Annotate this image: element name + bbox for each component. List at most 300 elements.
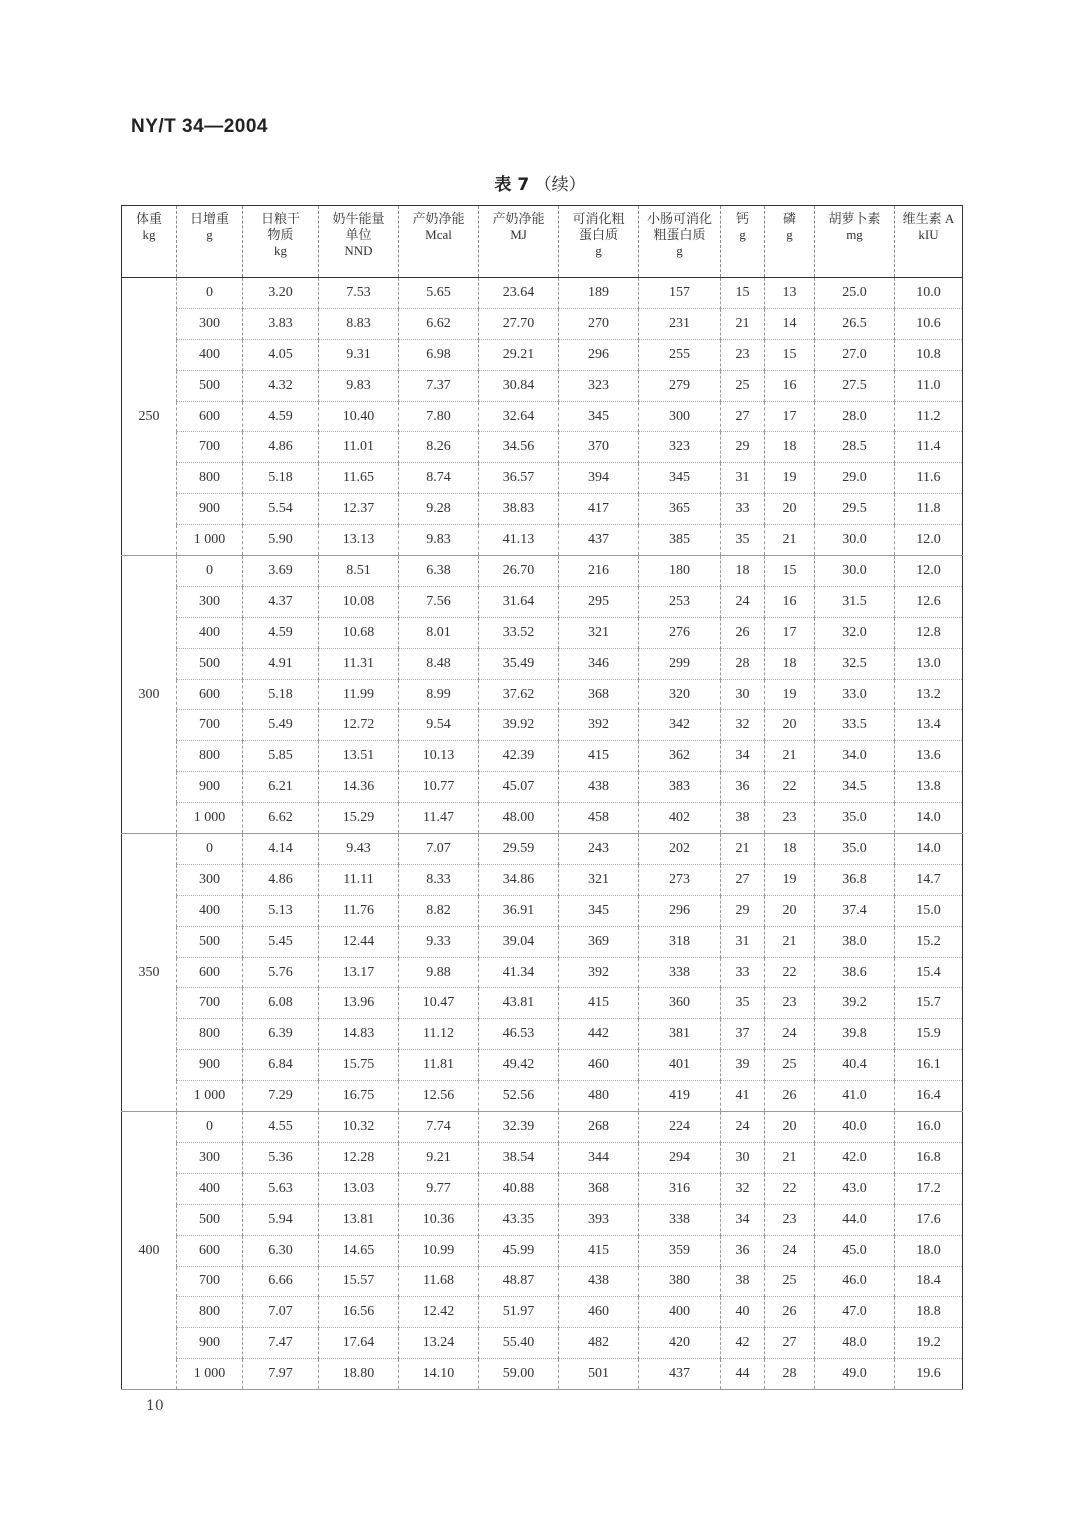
table-cell: 26.70 <box>479 556 559 587</box>
table-cell: 458 <box>559 803 639 834</box>
table-cell: 42.0 <box>815 1142 895 1173</box>
table-cell: 392 <box>559 710 639 741</box>
table-cell: 35 <box>721 988 765 1019</box>
table-cell: 55.40 <box>479 1328 559 1359</box>
table-cell: 9.88 <box>399 957 479 988</box>
table-cell: 11.8 <box>895 494 963 525</box>
table-cell: 32.39 <box>479 1112 559 1143</box>
table-cell: 11.0 <box>895 370 963 401</box>
table-cell: 345 <box>559 401 639 432</box>
table-cell: 10.13 <box>399 741 479 772</box>
table-cell: 43.0 <box>815 1173 895 1204</box>
table-cell: 500 <box>177 926 243 957</box>
table-cell: 12.42 <box>399 1297 479 1328</box>
table-cell: 460 <box>559 1297 639 1328</box>
column-header-line: 维生素 A <box>902 211 955 226</box>
column-header-line: kg <box>142 227 156 242</box>
column-header <box>765 206 815 278</box>
table-cell: 27.70 <box>479 308 559 339</box>
table-cell: 40.4 <box>815 1050 895 1081</box>
table-cell: 7.74 <box>399 1112 479 1143</box>
table-cell: 180 <box>639 556 721 587</box>
table-cell: 31 <box>721 926 765 957</box>
table-cell: 11.01 <box>319 432 399 463</box>
table-cell: 345 <box>639 463 721 494</box>
table-cell: 38.6 <box>815 957 895 988</box>
table-cell: 365 <box>639 494 721 525</box>
column-header-line: g <box>676 243 683 258</box>
table-cell: 14.7 <box>895 864 963 895</box>
table-cell: 13.2 <box>895 679 963 710</box>
table-cell: 41.0 <box>815 1081 895 1112</box>
table-cell: 13.81 <box>319 1204 399 1235</box>
table-cell: 415 <box>559 988 639 1019</box>
table-cell: 39.8 <box>815 1019 895 1050</box>
table-cell: 35.49 <box>479 648 559 679</box>
table-cell: 19 <box>765 679 815 710</box>
table-cell: 38.83 <box>479 494 559 525</box>
table-cell: 900 <box>177 772 243 803</box>
table-cell: 16.4 <box>895 1081 963 1112</box>
table-cell: 419 <box>639 1081 721 1112</box>
table-cell: 16.56 <box>319 1297 399 1328</box>
table-cell: 5.65 <box>399 278 479 309</box>
table-cell: 1 000 <box>177 525 243 556</box>
table-row <box>122 679 963 710</box>
table-cell: 30.84 <box>479 370 559 401</box>
table-cell: 5.45 <box>243 926 319 957</box>
table-cell: 13 <box>765 278 815 309</box>
table-cell: 321 <box>559 864 639 895</box>
table-cell: 29 <box>721 895 765 926</box>
table-cell: 28.0 <box>815 401 895 432</box>
table-row <box>122 1112 963 1143</box>
table-cell: 37 <box>721 1019 765 1050</box>
table-cell: 11.31 <box>319 648 399 679</box>
table-header-row <box>122 206 963 278</box>
table-cell: 299 <box>639 648 721 679</box>
table-cell: 29.0 <box>815 463 895 494</box>
table-cell: 400 <box>177 617 243 648</box>
table-cell: 21 <box>765 1142 815 1173</box>
table-cell: 17.6 <box>895 1204 963 1235</box>
table-cell: 600 <box>177 679 243 710</box>
table-cell: 700 <box>177 432 243 463</box>
table-cell: 38.0 <box>815 926 895 957</box>
table-cell: 32.0 <box>815 617 895 648</box>
table-cell: 6.98 <box>399 339 479 370</box>
table-cell: 7.07 <box>243 1297 319 1328</box>
table-cell: 12.37 <box>319 494 399 525</box>
table-row <box>122 1359 963 1390</box>
table-cell: 320 <box>639 679 721 710</box>
table-cell: 23 <box>765 988 815 1019</box>
table-cell: 29.59 <box>479 834 559 865</box>
table-cell: 35 <box>721 525 765 556</box>
table-cell: 1 000 <box>177 803 243 834</box>
table-cell: 45.07 <box>479 772 559 803</box>
table-cell: 15.0 <box>895 895 963 926</box>
table-cell: 243 <box>559 834 639 865</box>
table-row <box>122 895 963 926</box>
table-cell: 21 <box>721 308 765 339</box>
table-cell: 438 <box>559 772 639 803</box>
table-cell: 14.36 <box>319 772 399 803</box>
table-cell: 12.28 <box>319 1142 399 1173</box>
table-cell: 13.6 <box>895 741 963 772</box>
table-cell: 15.4 <box>895 957 963 988</box>
table-cell: 13.0 <box>895 648 963 679</box>
table-cell: 15 <box>765 339 815 370</box>
table-cell: 5.94 <box>243 1204 319 1235</box>
column-header-line: 物质 <box>267 227 294 242</box>
table-cell: 9.83 <box>319 370 399 401</box>
table-cell: 369 <box>559 926 639 957</box>
table-cell: 35.0 <box>815 834 895 865</box>
table-cell: 15.7 <box>895 988 963 1019</box>
table-cell: 20 <box>765 895 815 926</box>
table-cell: 273 <box>639 864 721 895</box>
table-cell: 10.99 <box>399 1235 479 1266</box>
column-header-line: Mcal <box>425 227 452 242</box>
table-cell: 31 <box>721 463 765 494</box>
table-cell: 19 <box>765 864 815 895</box>
table-cell: 33.52 <box>479 617 559 648</box>
table-cell: 13.96 <box>319 988 399 1019</box>
table-cell: 10.6 <box>895 308 963 339</box>
table-cell: 41.34 <box>479 957 559 988</box>
table-cell: 23 <box>765 803 815 834</box>
table-cell: 6.21 <box>243 772 319 803</box>
table-cell: 8.01 <box>399 617 479 648</box>
table-cell: 8.82 <box>399 895 479 926</box>
table-row <box>122 1204 963 1235</box>
table-cell: 9.43 <box>319 834 399 865</box>
column-header-line: 磷 <box>782 211 796 226</box>
table-cell: 39.04 <box>479 926 559 957</box>
table-cell: 4.05 <box>243 339 319 370</box>
standard-code: NY/T 34—2004 <box>131 116 268 137</box>
table-cell: 4.55 <box>243 1112 319 1143</box>
column-header-line: MJ <box>510 227 527 242</box>
column-header <box>721 206 765 278</box>
table-cell: 49.0 <box>815 1359 895 1390</box>
table-cell: 26 <box>721 617 765 648</box>
nutrient-table <box>121 205 963 1390</box>
column-header-line: NND <box>344 243 373 258</box>
table-cell: 28 <box>721 648 765 679</box>
table-cell: 41 <box>721 1081 765 1112</box>
table-cell: 49.42 <box>479 1050 559 1081</box>
table-cell: 216 <box>559 556 639 587</box>
column-header-line: 体重 <box>135 211 162 226</box>
table-cell: 6.66 <box>243 1266 319 1297</box>
column-header-line: g <box>739 227 746 242</box>
table-cell: 48.00 <box>479 803 559 834</box>
table-cell: 24 <box>765 1235 815 1266</box>
table-cell: 12.0 <box>895 525 963 556</box>
table-cell: 359 <box>639 1235 721 1266</box>
table-cell: 15.57 <box>319 1266 399 1297</box>
table-cell: 4.86 <box>243 864 319 895</box>
table-cell: 40 <box>721 1297 765 1328</box>
table-row <box>122 525 963 556</box>
table-cell: 3.20 <box>243 278 319 309</box>
table-cell: 25 <box>765 1050 815 1081</box>
table-cell: 13.03 <box>319 1173 399 1204</box>
table-cell: 7.80 <box>399 401 479 432</box>
table-cell: 13.4 <box>895 710 963 741</box>
table-cell: 22 <box>765 772 815 803</box>
table-cell: 385 <box>639 525 721 556</box>
column-header-line: 可消化粗 <box>572 211 625 226</box>
table-cell: 11.65 <box>319 463 399 494</box>
table-cell: 11.47 <box>399 803 479 834</box>
table-cell: 14.83 <box>319 1019 399 1050</box>
table-cell: 40.0 <box>815 1112 895 1143</box>
column-header <box>243 206 319 278</box>
table-cell: 255 <box>639 339 721 370</box>
table-cell: 25 <box>765 1266 815 1297</box>
table-cell: 11.99 <box>319 679 399 710</box>
table-cell: 296 <box>639 895 721 926</box>
table-cell: 29.5 <box>815 494 895 525</box>
table-cell: 27 <box>721 401 765 432</box>
table-cell: 342 <box>639 710 721 741</box>
table-cell: 32 <box>721 710 765 741</box>
table-cell: 323 <box>559 370 639 401</box>
table-cell: 800 <box>177 741 243 772</box>
table-cell: 32.64 <box>479 401 559 432</box>
table-cell: 8.51 <box>319 556 399 587</box>
table-cell: 18 <box>765 834 815 865</box>
table-cell: 6.39 <box>243 1019 319 1050</box>
column-header-line: g <box>786 227 793 242</box>
table-cell: 4.91 <box>243 648 319 679</box>
table-row <box>122 1297 963 1328</box>
body-weight-cell: 250 <box>122 278 177 556</box>
table-cell: 362 <box>639 741 721 772</box>
table-cell: 5.49 <box>243 710 319 741</box>
table-cell: 438 <box>559 1266 639 1297</box>
table-cell: 36.57 <box>479 463 559 494</box>
table-caption-note: （续） <box>534 175 586 195</box>
table-cell: 12.8 <box>895 617 963 648</box>
table-cell: 394 <box>559 463 639 494</box>
table-cell: 43.35 <box>479 1204 559 1235</box>
table-cell: 36.91 <box>479 895 559 926</box>
table-cell: 268 <box>559 1112 639 1143</box>
table-cell: 437 <box>559 525 639 556</box>
table-cell: 5.18 <box>243 463 319 494</box>
column-header-line: g <box>595 243 602 258</box>
table-cell: 8.26 <box>399 432 479 463</box>
table-cell: 23.64 <box>479 278 559 309</box>
table-cell: 318 <box>639 926 721 957</box>
body-weight-cell: 400 <box>122 1112 177 1390</box>
table-cell: 13.13 <box>319 525 399 556</box>
table-cell: 15.9 <box>895 1019 963 1050</box>
table-cell: 6.62 <box>243 803 319 834</box>
table-cell: 30 <box>721 1142 765 1173</box>
table-cell: 9.54 <box>399 710 479 741</box>
table-cell: 370 <box>559 432 639 463</box>
table-cell: 700 <box>177 988 243 1019</box>
table-cell: 8.83 <box>319 308 399 339</box>
table-row <box>122 1173 963 1204</box>
table-cell: 11.68 <box>399 1266 479 1297</box>
table-cell: 442 <box>559 1019 639 1050</box>
column-header <box>177 206 243 278</box>
table-cell: 420 <box>639 1328 721 1359</box>
table-cell: 22 <box>765 1173 815 1204</box>
table-cell: 16.8 <box>895 1142 963 1173</box>
table-cell: 368 <box>559 1173 639 1204</box>
table-cell: 20 <box>765 710 815 741</box>
table-caption-title: 表 7 <box>494 175 530 195</box>
table-cell: 5.13 <box>243 895 319 926</box>
table-cell: 43.81 <box>479 988 559 1019</box>
table-cell: 21 <box>721 834 765 865</box>
table-cell: 38 <box>721 1266 765 1297</box>
column-header-line: 产奶净能 <box>492 211 545 226</box>
table-cell: 189 <box>559 278 639 309</box>
table-cell: 16.1 <box>895 1050 963 1081</box>
table-cell: 36 <box>721 1235 765 1266</box>
table-cell: 45.0 <box>815 1235 895 1266</box>
table-cell: 270 <box>559 308 639 339</box>
table-cell: 27.0 <box>815 339 895 370</box>
table-cell: 26 <box>765 1081 815 1112</box>
table-cell: 33.0 <box>815 679 895 710</box>
table-cell: 44 <box>721 1359 765 1390</box>
table-cell: 157 <box>639 278 721 309</box>
table-row <box>122 1328 963 1359</box>
table-cell: 6.84 <box>243 1050 319 1081</box>
table-cell: 400 <box>177 1173 243 1204</box>
table-row <box>122 834 963 865</box>
table-cell: 10.36 <box>399 1204 479 1235</box>
table-cell: 11.4 <box>895 432 963 463</box>
table-cell: 10.8 <box>895 339 963 370</box>
table-cell: 415 <box>559 1235 639 1266</box>
table-cell: 345 <box>559 895 639 926</box>
table-cell: 30.0 <box>815 556 895 587</box>
table-cell: 36.8 <box>815 864 895 895</box>
column-header-line: g <box>206 227 213 242</box>
table-cell: 48.87 <box>479 1266 559 1297</box>
table-cell: 18.0 <box>895 1235 963 1266</box>
table-cell: 344 <box>559 1142 639 1173</box>
table-cell: 44.0 <box>815 1204 895 1235</box>
table-cell: 7.37 <box>399 370 479 401</box>
table-cell: 400 <box>639 1297 721 1328</box>
table-cell: 700 <box>177 710 243 741</box>
table-cell: 501 <box>559 1359 639 1390</box>
table-cell: 401 <box>639 1050 721 1081</box>
table-cell: 6.08 <box>243 988 319 1019</box>
column-header-line: 小肠可消化 <box>646 211 712 226</box>
table-cell: 26.5 <box>815 308 895 339</box>
table-cell: 279 <box>639 370 721 401</box>
table-cell: 37.62 <box>479 679 559 710</box>
table-row <box>122 1019 963 1050</box>
table-cell: 900 <box>177 1328 243 1359</box>
table-cell: 17.2 <box>895 1173 963 1204</box>
table-cell: 338 <box>639 957 721 988</box>
table-cell: 14 <box>765 308 815 339</box>
table-cell: 14.0 <box>895 834 963 865</box>
table-cell: 9.33 <box>399 926 479 957</box>
table-cell: 30 <box>721 679 765 710</box>
table-cell: 800 <box>177 463 243 494</box>
table-cell: 500 <box>177 1204 243 1235</box>
table-cell: 500 <box>177 648 243 679</box>
table-cell: 20 <box>765 1112 815 1143</box>
table-cell: 33 <box>721 957 765 988</box>
table-cell: 27 <box>721 864 765 895</box>
table-cell: 13.17 <box>319 957 399 988</box>
table-cell: 12.72 <box>319 710 399 741</box>
table-cell: 224 <box>639 1112 721 1143</box>
table-cell: 276 <box>639 617 721 648</box>
table-cell: 383 <box>639 772 721 803</box>
table-cell: 6.62 <box>399 308 479 339</box>
table-cell: 27 <box>765 1328 815 1359</box>
table-cell: 6.30 <box>243 1235 319 1266</box>
table-cell: 600 <box>177 957 243 988</box>
table-cell: 9.83 <box>399 525 479 556</box>
table-cell: 402 <box>639 803 721 834</box>
table-cell: 480 <box>559 1081 639 1112</box>
table-row <box>122 339 963 370</box>
table-row <box>122 494 963 525</box>
table-cell: 15.29 <box>319 803 399 834</box>
table-cell: 51.97 <box>479 1297 559 1328</box>
table-row <box>122 772 963 803</box>
column-header-line: mg <box>846 227 863 242</box>
table-cell: 32.5 <box>815 648 895 679</box>
table-cell: 12.0 <box>895 556 963 587</box>
table-cell: 39.92 <box>479 710 559 741</box>
table-cell: 381 <box>639 1019 721 1050</box>
table-cell: 417 <box>559 494 639 525</box>
table-cell: 202 <box>639 834 721 865</box>
table-cell: 29 <box>721 432 765 463</box>
table-row <box>122 864 963 895</box>
table-cell: 12.56 <box>399 1081 479 1112</box>
table-cell: 7.29 <box>243 1081 319 1112</box>
table-cell: 800 <box>177 1019 243 1050</box>
table-cell: 5.18 <box>243 679 319 710</box>
table-cell: 3.69 <box>243 556 319 587</box>
table-cell: 41.13 <box>479 525 559 556</box>
table-cell: 4.32 <box>243 370 319 401</box>
table-row <box>122 957 963 988</box>
table-cell: 18.8 <box>895 1297 963 1328</box>
table-cell: 31.5 <box>815 586 895 617</box>
table-cell: 10.40 <box>319 401 399 432</box>
column-header <box>559 206 639 278</box>
table-cell: 5.36 <box>243 1142 319 1173</box>
table-cell: 8.33 <box>399 864 479 895</box>
table-cell: 21 <box>765 926 815 957</box>
table-cell: 35.0 <box>815 803 895 834</box>
table-cell: 415 <box>559 741 639 772</box>
table-cell: 296 <box>559 339 639 370</box>
table-cell: 46.53 <box>479 1019 559 1050</box>
table-cell: 34.86 <box>479 864 559 895</box>
